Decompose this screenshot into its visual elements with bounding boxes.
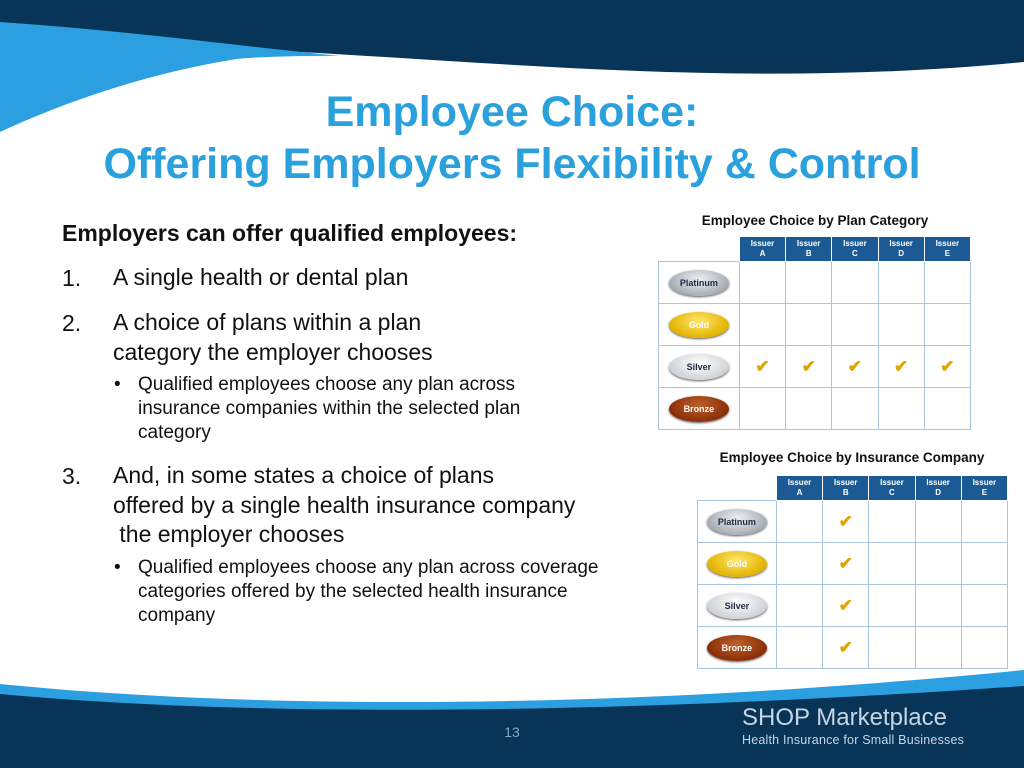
item-2-sub-line-3: category [138,422,211,443]
item-2-line-1: A choice of plans within a plan [113,309,422,335]
grid-cell [786,262,832,304]
checkmark-icon: ✔ [847,356,863,376]
grid-cell [786,388,832,430]
row-label-cell [698,543,777,585]
grid-cell [823,585,869,627]
item-2-sub-bullet: • [114,374,121,395]
grid-cell [869,501,915,543]
grid-cell [869,627,915,669]
grid-cell [739,346,785,388]
table-row [659,304,971,346]
grid-cell [961,627,1007,669]
slide-title-line-1: Employee Choice: [325,88,699,136]
grid-cell [878,388,924,430]
item-3-sub-bullet: • [114,557,121,578]
grid-by-category [658,236,971,430]
item-3-sub-line-1: Qualified employees choose any plan across coverage [138,557,599,578]
column-header-issuer-a: Issuer A [739,237,785,262]
grid-cell [832,346,878,388]
page-number: 13 [504,724,520,740]
column-header-issuer-b: Issuer B [823,476,869,501]
grid-cell [869,543,915,585]
table-row [698,585,1008,627]
grid-cell [823,543,869,585]
grid-by-category-title: Employee Choice by Plan Category [701,213,929,228]
row-label-cell [698,501,777,543]
grid-cell [832,262,878,304]
grid-cell [786,304,832,346]
grid-by-company-title: Employee Choice by Insurance Company [719,450,985,465]
grid-cell [776,585,822,627]
grid-cell [915,543,961,585]
grid-cell [739,304,785,346]
column-header-issuer-d: Issuer D [878,237,924,262]
grid-by-company [697,475,1008,669]
grid-cell [961,543,1007,585]
column-header-issuer-e: Issuer E [961,476,1007,501]
grid-cell [915,627,961,669]
row-label-cell [659,346,740,388]
item-3-line-3: the employer chooses [113,521,345,547]
silver-badge: Silver [707,593,767,619]
column-header-issuer-b: Issuer B [786,237,832,262]
row-label-cell [659,304,740,346]
item-3-number: 3. [62,463,82,489]
silver-badge: Silver [669,354,729,380]
grid-cell [924,304,970,346]
table-row [698,627,1008,669]
item-3-line-1: And, in some states a choice of plans [113,462,494,488]
platinum-badge: Platinum [707,509,767,535]
grid-cell [832,388,878,430]
row-label-cell [659,262,740,304]
item-2-sub-line-1: Qualified employees choose any plan across [138,374,516,395]
checkmark-icon: ✔ [838,553,853,573]
grid-cell [878,346,924,388]
grid-cell [915,501,961,543]
column-header-issuer-d: Issuer D [915,476,961,501]
grid-cell [878,262,924,304]
table-row [698,543,1008,585]
grid-cell [961,585,1007,627]
grid-cell [739,262,785,304]
grid-cell [961,501,1007,543]
grid-cell [924,388,970,430]
corner-cell [698,476,777,501]
item-2-line-2: category the employer chooses [113,339,433,365]
table-row [659,262,971,304]
grid-cell [924,346,970,388]
platinum-badge: Platinum [669,270,729,296]
bronze-badge: Bronze [669,396,729,422]
grid-cell [878,304,924,346]
column-header-issuer-c: Issuer C [832,237,878,262]
table-row [659,346,971,388]
grid-cell [776,501,822,543]
grid-cell [739,388,785,430]
checkmark-icon: ✔ [755,356,770,376]
checkmark-icon: ✔ [838,511,853,531]
corner-cell [659,237,740,262]
grid-cell [786,346,832,388]
item-1-line-1: A single health or dental plan [113,264,409,290]
checkmark-icon: ✔ [838,637,853,657]
item-2-sub-line-2: insurance companies within the selected plan [138,398,521,419]
grid-cell [869,585,915,627]
grid-cell [776,543,822,585]
brand-logo-text: SHOP Marketplace [742,704,947,731]
bronze-badge: Bronze [707,635,767,661]
column-header-issuer-a: Issuer A [776,476,822,501]
lead-text: Employers can offer qualified employees: [62,220,518,246]
table-row [659,388,971,430]
grid-cell [823,501,869,543]
column-header-issuer-c: Issuer C [869,476,915,501]
slide-title-line-2: Offering Employers Flexibility & Control [103,140,921,188]
grid-cell [915,585,961,627]
item-3-sub-line-3: company [138,605,216,626]
grid-cell [832,304,878,346]
grid-cell [823,627,869,669]
row-label-cell [698,585,777,627]
gold-badge: Gold [707,551,767,577]
row-label-cell [698,627,777,669]
column-header-issuer-e: Issuer E [924,237,970,262]
item-1-number: 1. [62,265,82,291]
checkmark-icon: ✔ [894,356,909,376]
row-label-cell [659,388,740,430]
checkmark-icon: ✔ [838,595,853,615]
table-row [698,501,1008,543]
checkmark-icon: ✔ [940,356,955,376]
checkmark-icon: ✔ [801,356,816,376]
item-3-line-2: offered by a single health insurance company [113,492,576,518]
gold-badge: Gold [669,312,729,338]
grid-cell [924,262,970,304]
brand-tagline: Health Insurance for Small Businesses [742,733,965,747]
grid-cell [776,627,822,669]
item-2-number: 2. [62,310,82,336]
item-3-sub-line-2: categories offered by the selected health insurance [138,581,568,602]
